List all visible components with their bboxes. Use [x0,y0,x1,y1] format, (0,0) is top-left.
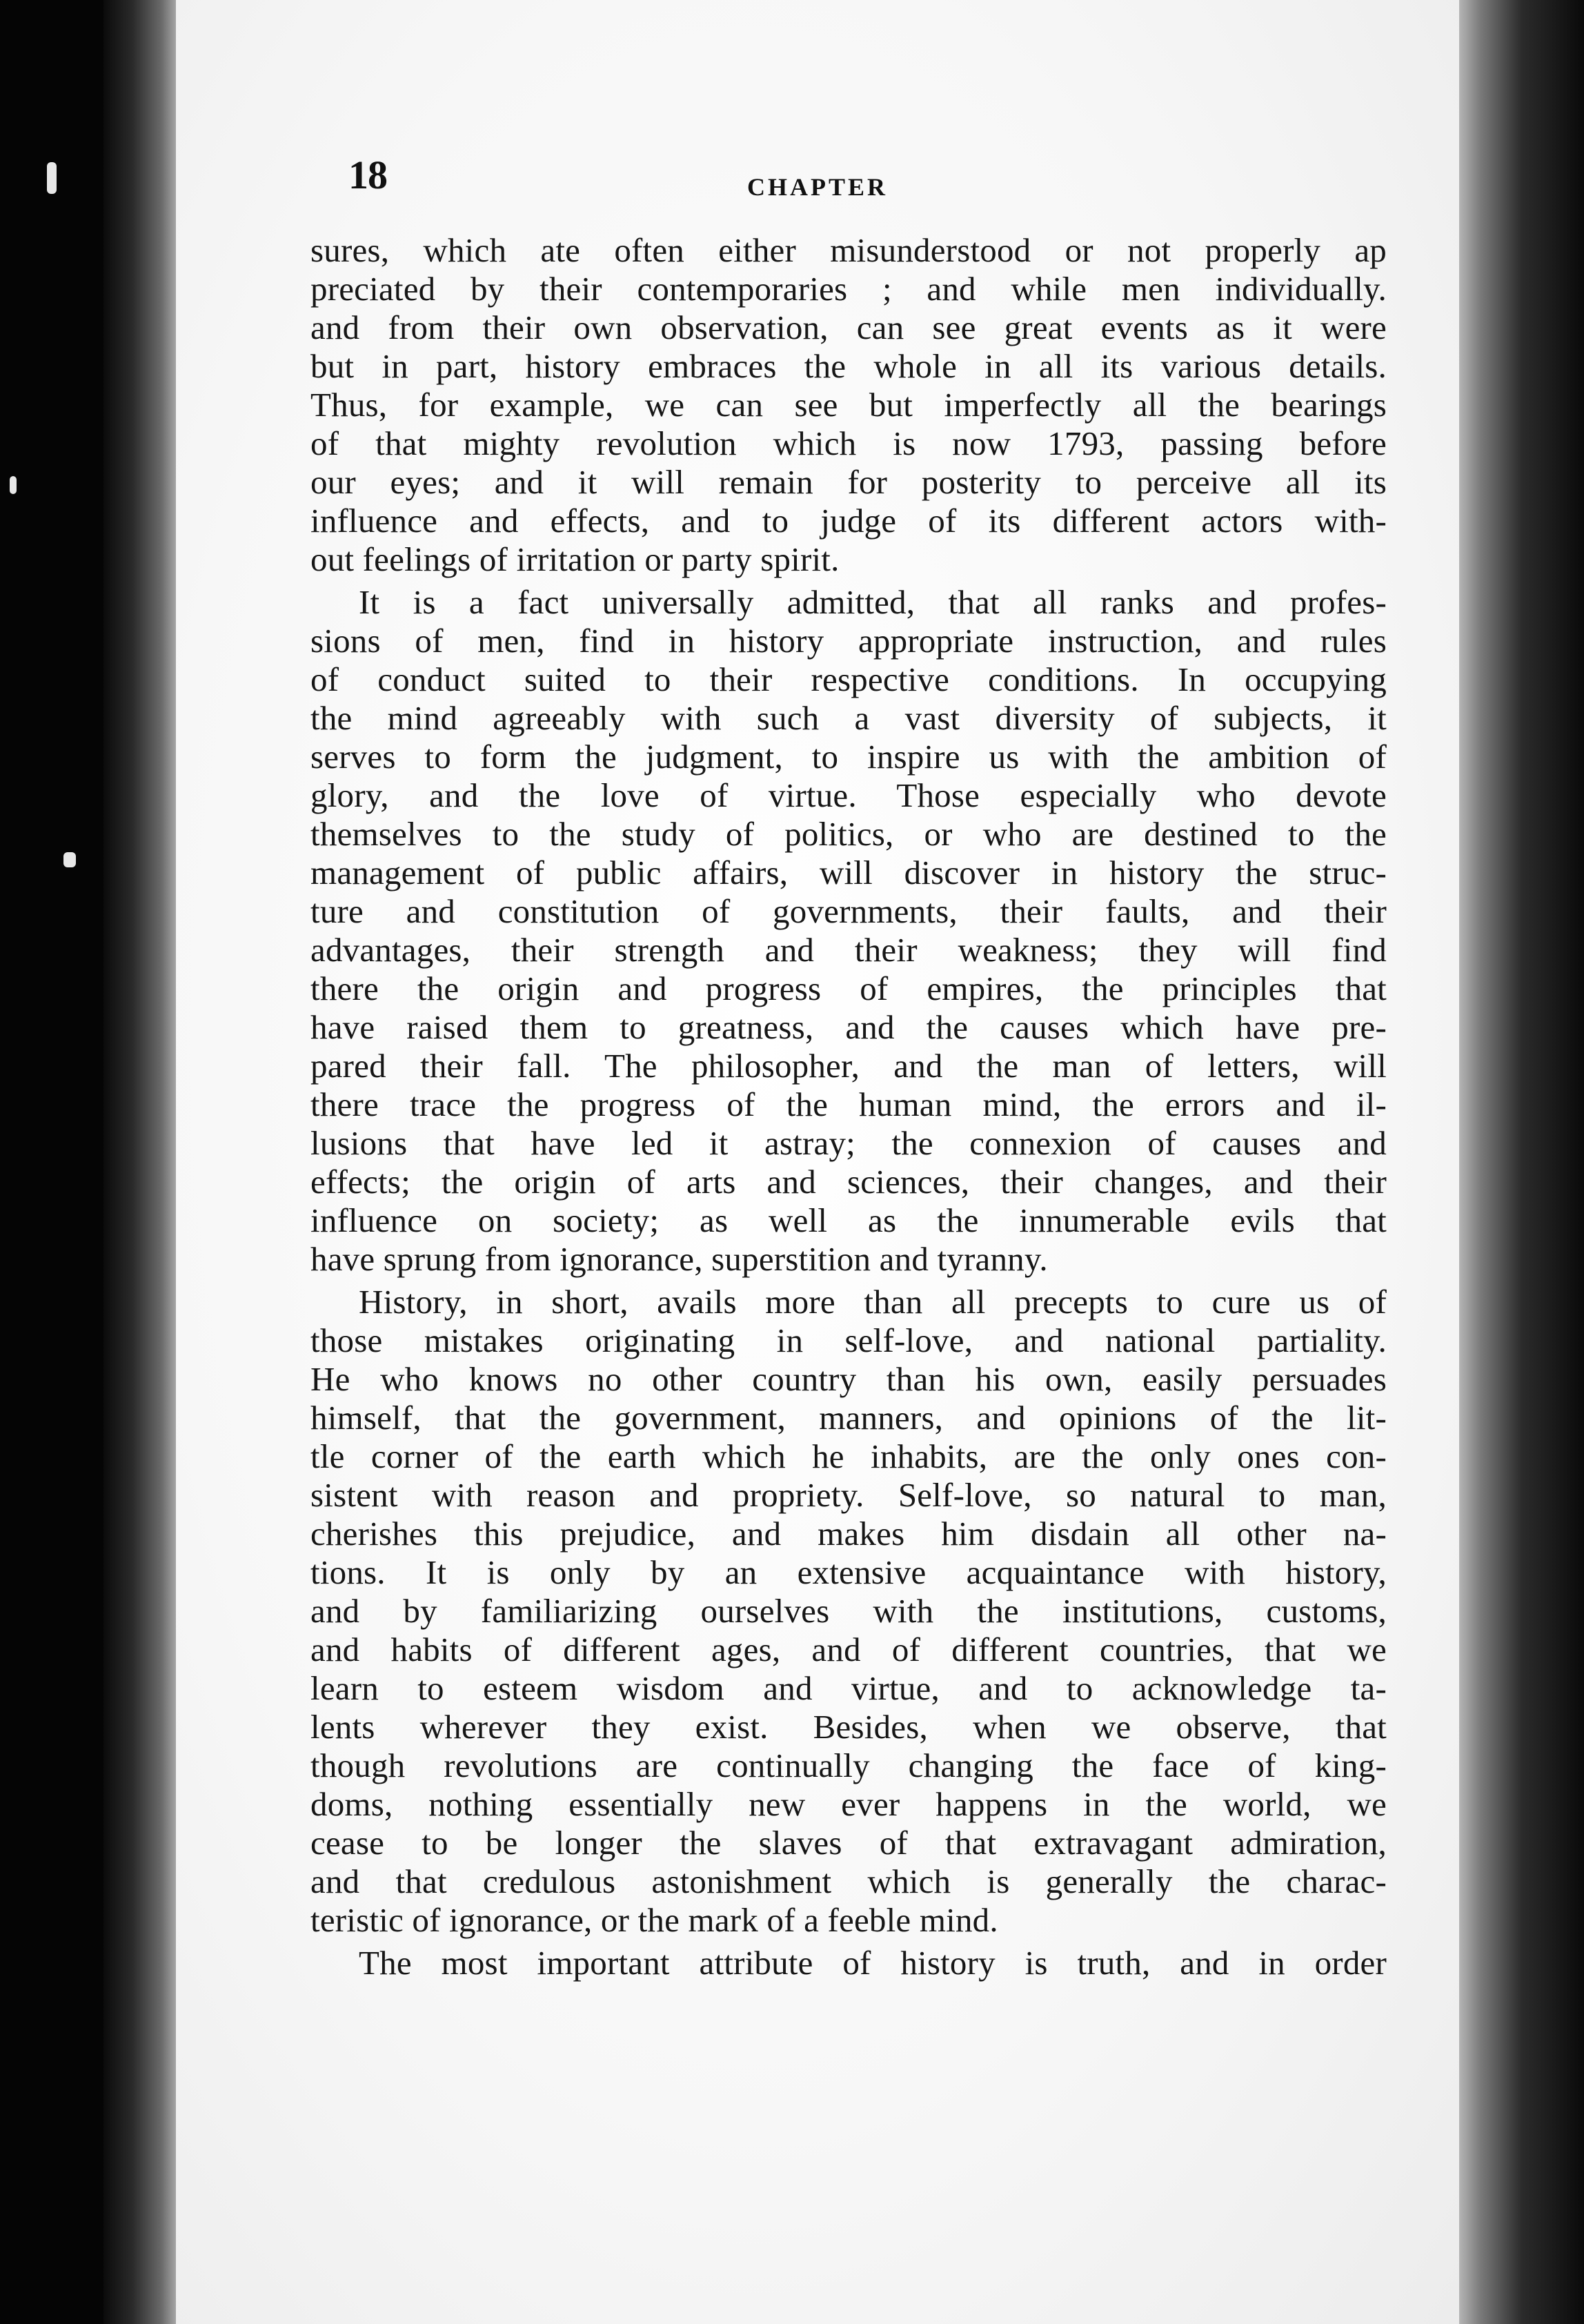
text-line: themselves to the study of politics, or who are destined to the [310,815,1387,853]
text-line: the mind agreeably with such a vast diversity of subjects, it [310,699,1387,737]
paragraph [310,1944,1387,1982]
text-line: The most important attribute of history is truth, and in order [359,1944,1387,1982]
text-line: tions. It is only by an extensive acquaintance with history, [310,1553,1387,1591]
paragraph [310,231,1387,579]
text-line: and that credulous astonishment which is generally the charac- [310,1862,1387,1900]
text-line: History, in short, avails more than all precepts to cure us of [359,1283,1387,1321]
text-line: cherishes this prejudice, and makes him disdain all other na- [310,1515,1387,1553]
text-line: influence and effects, and to judge of its different actors with- [310,502,1387,540]
text-line: sions of men, find in history appropriate instruction, and rules [310,622,1387,660]
text-line: and habits of different ages, and of different countries, that we [310,1631,1387,1668]
text-line: those mistakes originating in self-love, and national partiality. [310,1321,1387,1359]
text-line: ture and constitution of governments, their faults, and their [310,892,1387,930]
text-line: out feelings of irritation or party spirit. [310,540,840,578]
text-line: there trace the progress of the human mind, the errors and il- [310,1085,1387,1123]
text-line: have raised them to greatness, and the causes which have pre- [310,1008,1387,1046]
margin-speck [10,476,17,494]
margin-speck [47,162,57,194]
body-text [310,231,1387,1982]
text-line: learn to esteem wisdom and virtue, and to acknowledge ta- [310,1669,1387,1707]
text-line: doms, nothing essentially new ever happens in the world, we [310,1785,1387,1823]
page-number: 18 [348,152,387,197]
text-line: advantages, their strength and their weakness; they will find [310,931,1387,969]
text-line: our eyes; and it will remain for posterity to perceive all its [310,463,1387,501]
text-line: management of public affairs, will discover in history the struc- [310,854,1387,892]
paragraph [310,583,1387,1279]
text-line: but in part, history embraces the whole in all its various details. [310,347,1387,385]
text-line: It is a fact universally admitted, that all ranks and profes- [359,583,1387,621]
right-book-edge [1446,0,1584,2324]
margin-speck [63,852,76,867]
text-line: He who knows no other country than his own, easily persuades [310,1360,1387,1398]
text-line: himself, that the government, manners, and opinions of the lit- [310,1399,1387,1437]
text-line: have sprung from ignorance, superstition and tyranny. [310,1240,1048,1278]
text-line: preciated by their contemporaries ; and while men individually. [310,270,1387,308]
text-line: sures, which ate often either misunderstood or not properly ap [310,231,1387,269]
text-line: teristic of ignorance, or the mark of a feeble mind. [310,1901,998,1939]
text-line: Thus, for example, we can see but imperfectly all the bearings [310,386,1387,424]
text-line: of conduct suited to their respective conditions. In occupying [310,660,1387,698]
text-line: there the origin and progress of empires, the principles that [310,969,1387,1007]
text-line: cease to be longer the slaves of that extravagant admiration, [310,1824,1387,1862]
text-line: lents wherever they exist. Besides, when we observe, that [310,1708,1387,1746]
text-line: serves to form the judgment, to inspire us with the ambition of [310,738,1387,776]
book-page [176,0,1459,2324]
text-line: lusions that have led it astray; the connexion of causes and [310,1124,1387,1162]
paragraph [310,1283,1387,1940]
text-line: sistent with reason and propriety. Self-love, so natural to man, [310,1476,1387,1514]
text-line: of that mighty revolution which is now 1793, passing before [310,424,1387,462]
text-line: though revolutions are continually changing the face of king- [310,1746,1387,1784]
text-line: effects; the origin of arts and sciences, their changes, and their [310,1163,1387,1201]
text-line: and by familiarizing ourselves with the institutions, customs, [310,1592,1387,1630]
text-line: and from their own observation, can see great events as it were [310,308,1387,346]
running-head: CHAPTER [746,173,888,201]
text-line: tle corner of the earth which he inhabits, are the only ones con- [310,1437,1387,1475]
text-line: influence on society; as well as the innumerable evils that [310,1201,1387,1239]
text-line: pared their fall. The philosopher, and the man of letters, will [310,1047,1387,1085]
left-book-binding [103,0,186,2324]
text-line: glory, and the love of virtue. Those especially who devote [310,776,1387,814]
